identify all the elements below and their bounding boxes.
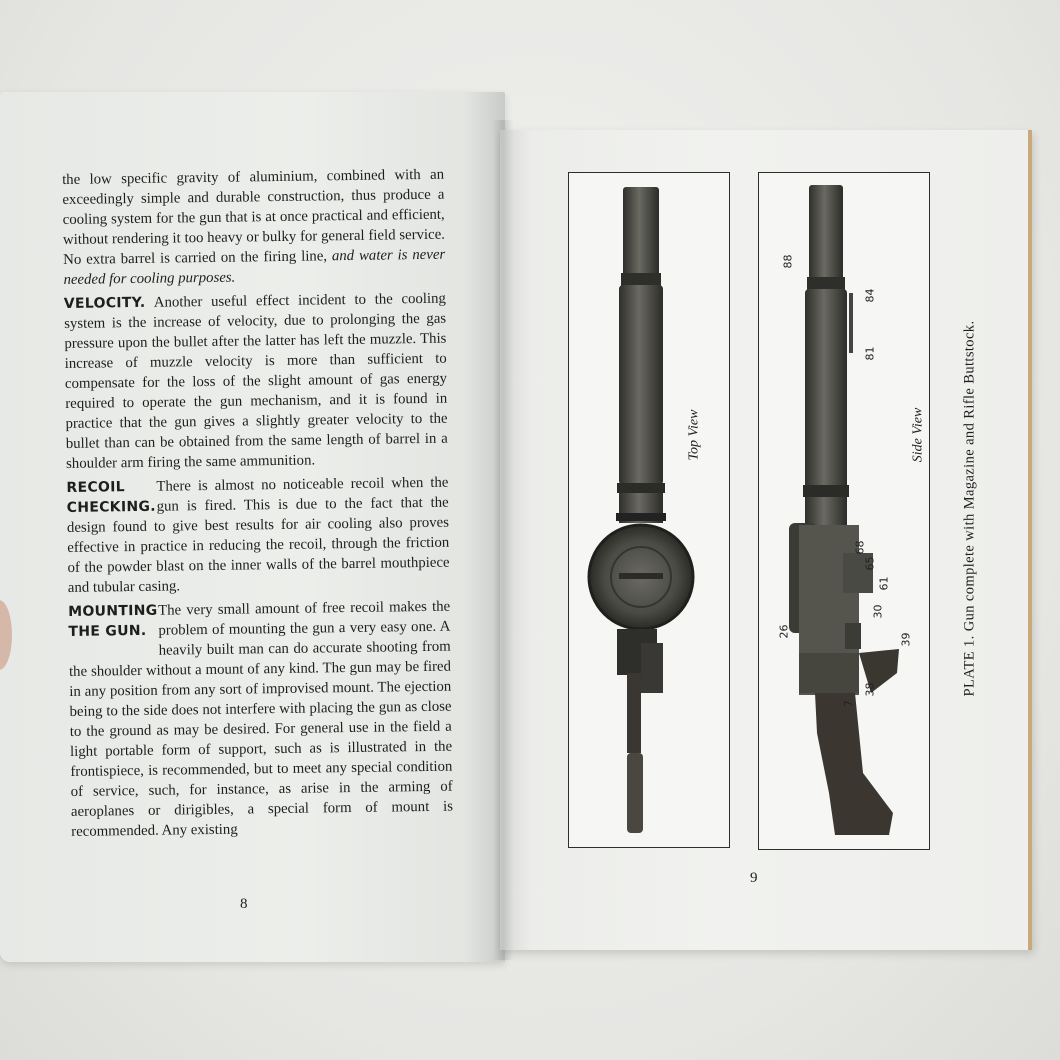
intro-italic: and water is never needed for cooling purposes. xyxy=(63,246,446,288)
callout-39: 39 xyxy=(899,632,913,647)
velocity-heading: VELOCITY. xyxy=(63,294,146,312)
recoil-heading-line2: CHECKING. xyxy=(66,498,156,516)
recoil-paragraph: There is almost no noticeable recoil when the gun is fired. This is due to the fact that the design found to give best results for air cooling also proves effective in practice in reducing the recoil, through the friction of the powder blast on the inner walls of the barrel mouthpiece and tubular casing. xyxy=(66,474,450,596)
side-view-gun-illustration xyxy=(759,173,929,849)
velocity-section xyxy=(64,289,448,474)
intro-text: the low specific gravity of aluminium, combined with an exceedingly simple and durable construction, thus produce a cooling system for the gun that is at once practical and efficient, without rendering it too heavy or bulky for general field service. No extra barrel is carried on the firing line, xyxy=(62,166,446,268)
callout-26: 26 xyxy=(777,624,791,639)
callout-88: 88 xyxy=(781,254,795,269)
mounting-heading xyxy=(68,601,158,662)
left-page-text xyxy=(62,165,453,842)
side-view-label: Side View xyxy=(910,407,926,463)
callout-7: 7 xyxy=(842,700,855,707)
top-view-gun-illustration xyxy=(569,173,729,847)
callout-61: 61 xyxy=(877,576,891,591)
mounting-paragraph: The very small amount of free recoil makes the problem of mounting the gun a very easy one. A heavily built man can do accurate shooting from the shoulder without a mount of any kind. The gun may be fired in any position from any sort of improvised mount. The ejection being to the side does not interfere with placing the gun as close to the ground as may be desired. For general use in the field a light portable form of support, such as is illustrated in the frontispiece, is recommended, but to meet any special condition of service, such, for instance, as arise in the arming of aeroplanes or dirigibles, a special form of mount is recommended. Any existing xyxy=(68,598,454,840)
callout-68: 68 xyxy=(853,540,867,555)
callout-81: 81 xyxy=(863,346,877,361)
side-view-panel xyxy=(758,172,930,850)
callout-30: 30 xyxy=(871,604,885,619)
mounting-heading-line1: MOUNTING xyxy=(68,602,158,620)
velocity-paragraph: Another useful effect incident to the cooling system is the increase of velocity, due to prolonging the gas pressure upon the bullet after the latter has left the muzzle. This increase of muzzle velocity is more than sufficient to compensate for the loss of the slight amount of gas energy required to operate the gun mechanism, and it is found in practice that the gun gives a slightly greater velocity to the bullet than can be obtained from the same length of barrel in a shoulder arm firing the same ammunition. xyxy=(64,290,448,472)
mounting-section xyxy=(68,597,453,842)
plate-caption-text: PLATE 1. Gun complete with Magazine and Rifle Buttstock. xyxy=(961,320,978,697)
callout-38: 38 xyxy=(863,682,877,697)
mounting-heading-line2: THE GUN. xyxy=(68,622,147,640)
recoil-heading xyxy=(66,477,156,518)
right-page-number: 9 xyxy=(750,870,758,886)
callout-84: 84 xyxy=(863,288,877,303)
book-gutter xyxy=(492,120,514,960)
intro-paragraph xyxy=(62,165,446,290)
left-page-number: 8 xyxy=(240,896,248,912)
callout-65: 65 xyxy=(863,556,877,571)
recoil-section xyxy=(66,473,450,598)
top-view-label: Top View xyxy=(686,409,702,461)
top-view-panel xyxy=(568,172,730,848)
plate-caption xyxy=(960,280,980,740)
recoil-heading-line1: RECOIL xyxy=(66,479,125,496)
